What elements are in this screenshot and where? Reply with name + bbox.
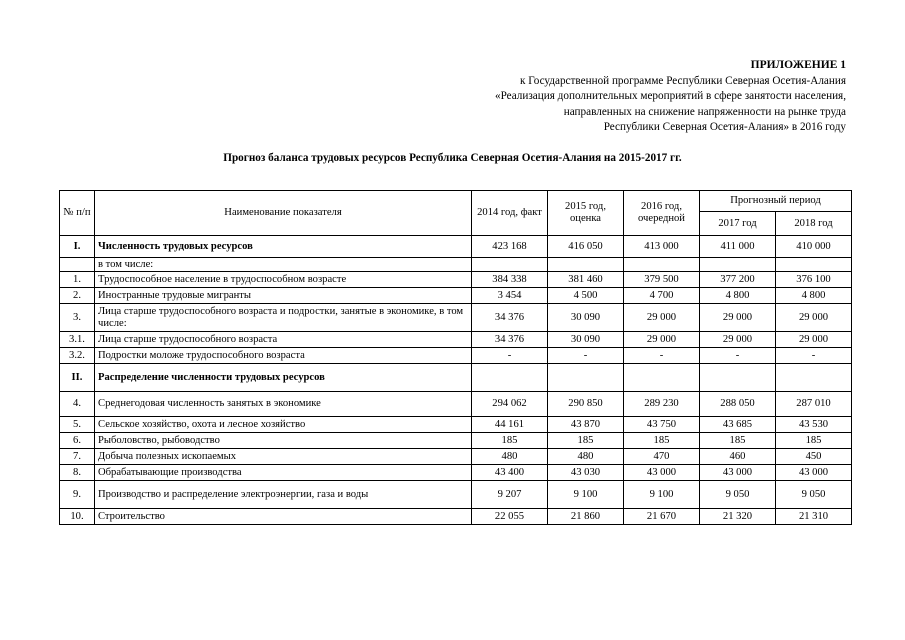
row-value: 43 750	[624, 417, 700, 433]
row-number: 3.1.	[60, 332, 95, 348]
row-number: 4.	[60, 392, 95, 417]
header-2014: 2014 год, факт	[472, 191, 548, 236]
table-row	[60, 288, 852, 304]
row-value: 413 000	[624, 236, 700, 258]
row-number: 1.	[60, 272, 95, 288]
table-row	[60, 332, 852, 348]
row-value: -	[548, 348, 624, 364]
row-value: 43 030	[548, 465, 624, 481]
row-indicator-name: Рыболовство, рыбоводство	[95, 433, 472, 449]
row-value: 43 530	[776, 417, 852, 433]
row-indicator-name: Среднегодовая численность занятых в экономике	[95, 392, 472, 417]
row-value: 185	[776, 433, 852, 449]
row-number: 9.	[60, 481, 95, 509]
row-value: 294 062	[472, 392, 548, 417]
appendix-line: Республики Северная Осетия-Алания» в 2016 году	[603, 121, 846, 133]
row-indicator-name: Сельское хозяйство, охота и лесное хозяйство	[95, 417, 472, 433]
row-value	[624, 364, 700, 392]
table-row	[60, 481, 852, 509]
row-indicator-name: Добыча полезных ископаемых	[95, 449, 472, 465]
row-value: 3 454	[472, 288, 548, 304]
row-number	[60, 258, 95, 272]
row-value: 185	[472, 433, 548, 449]
row-value: 185	[624, 433, 700, 449]
row-value: 185	[548, 433, 624, 449]
row-number: 7.	[60, 449, 95, 465]
row-value	[700, 258, 776, 272]
row-value: 480	[472, 449, 548, 465]
row-value: 287 010	[776, 392, 852, 417]
row-value: -	[472, 348, 548, 364]
labor-balance-table	[59, 190, 852, 525]
table-row	[60, 304, 852, 332]
row-value: 43 870	[548, 417, 624, 433]
table-row	[60, 465, 852, 481]
row-value: 29 000	[776, 332, 852, 348]
row-value: 43 000	[776, 465, 852, 481]
row-indicator-name: Иностранные трудовые мигранты	[95, 288, 472, 304]
row-value: 21 310	[776, 509, 852, 525]
table-row	[60, 272, 852, 288]
row-value	[776, 364, 852, 392]
row-number: 5.	[60, 417, 95, 433]
table-row	[60, 392, 852, 417]
appendix-line: к Государственной программе Республики Северная Осетия-Алания	[520, 74, 846, 87]
row-indicator-name: Лица старше трудоспособного возраста и подростки, занятые в экономике, в том числе:	[95, 304, 472, 332]
row-value: 410 000	[776, 236, 852, 258]
row-value: 4 500	[548, 288, 624, 304]
row-value: 9 100	[548, 481, 624, 509]
row-value	[700, 364, 776, 392]
row-indicator-name: Обрабатывающие производства	[95, 465, 472, 481]
row-number: 10.	[60, 509, 95, 525]
row-value: 21 320	[700, 509, 776, 525]
row-value: 4 800	[776, 288, 852, 304]
document-title: Прогноз баланса трудовых ресурсов Республика Северная Осетия-Алания на 2015-2017 гг.	[223, 152, 682, 164]
row-value: 381 460	[548, 272, 624, 288]
row-number: 3.2.	[60, 348, 95, 364]
table-row	[60, 236, 852, 258]
table-row	[60, 509, 852, 525]
row-value: 9 207	[472, 481, 548, 509]
row-value: -	[776, 348, 852, 364]
row-value	[548, 258, 624, 272]
row-value: 9 100	[624, 481, 700, 509]
row-value	[548, 364, 624, 392]
row-indicator-name: в том числе:	[95, 258, 472, 272]
row-value: 30 090	[548, 332, 624, 348]
table-row	[60, 348, 852, 364]
appendix-title: ПРИЛОЖЕНИЕ 1	[750, 59, 846, 71]
row-value: 30 090	[548, 304, 624, 332]
table-row	[60, 433, 852, 449]
row-value: 480	[548, 449, 624, 465]
row-value	[472, 364, 548, 392]
table-row	[60, 364, 852, 392]
row-value: 29 000	[624, 332, 700, 348]
row-value: 22 055	[472, 509, 548, 525]
row-indicator-name: Строительство	[95, 509, 472, 525]
header-2017: 2017 год	[700, 212, 776, 236]
row-indicator-name: Численность трудовых ресурсов	[95, 236, 472, 258]
row-value: 411 000	[700, 236, 776, 258]
row-value	[624, 258, 700, 272]
header-2015: 2015 год, оценка	[548, 191, 624, 236]
row-value: 379 500	[624, 272, 700, 288]
row-value: 29 000	[700, 332, 776, 348]
row-value: 34 376	[472, 332, 548, 348]
row-value: 288 050	[700, 392, 776, 417]
row-value: 4 800	[700, 288, 776, 304]
row-number: 2.	[60, 288, 95, 304]
header-name: Наименование показателя	[95, 191, 472, 236]
row-value: 289 230	[624, 392, 700, 417]
header-2018: 2018 год	[776, 212, 852, 236]
row-value: 29 000	[776, 304, 852, 332]
row-indicator-name: Распределение численности трудовых ресурсов	[95, 364, 472, 392]
row-indicator-name: Подростки моложе трудоспособного возраста	[95, 348, 472, 364]
header-forecast: Прогнозный период	[700, 191, 852, 212]
row-value: 470	[624, 449, 700, 465]
row-value	[472, 258, 548, 272]
row-value: 185	[700, 433, 776, 449]
row-value: -	[700, 348, 776, 364]
row-value: 43 400	[472, 465, 548, 481]
row-value: 376 100	[776, 272, 852, 288]
row-value: 416 050	[548, 236, 624, 258]
row-value: 384 338	[472, 272, 548, 288]
row-value: 21 860	[548, 509, 624, 525]
row-value	[776, 258, 852, 272]
row-indicator-name: Трудоспособное население в трудоспособном возрасте	[95, 272, 472, 288]
appendix-line: направленных на снижение напряженности на рынке труда	[563, 105, 846, 118]
row-value: 34 376	[472, 304, 548, 332]
row-value: 460	[700, 449, 776, 465]
row-indicator-name: Производство и распределение электроэнергии, газа и воды	[95, 481, 472, 509]
row-indicator-name: Лица старше трудоспособного возраста	[95, 332, 472, 348]
table-row	[60, 417, 852, 433]
row-value: 29 000	[700, 304, 776, 332]
header-num: № п/п	[60, 191, 95, 236]
row-number: II.	[60, 364, 95, 392]
appendix-header	[346, 58, 846, 136]
row-value: 423 168	[472, 236, 548, 258]
row-value: 21 670	[624, 509, 700, 525]
appendix-line: «Реализация дополнительных мероприятий в сфере занятости населения,	[494, 90, 846, 102]
row-value: 9 050	[776, 481, 852, 509]
row-number: 3.	[60, 304, 95, 332]
table-row	[60, 258, 852, 272]
row-value: 29 000	[624, 304, 700, 332]
row-value: 377 200	[700, 272, 776, 288]
row-value: 450	[776, 449, 852, 465]
row-value: 43 685	[700, 417, 776, 433]
row-value: 44 161	[472, 417, 548, 433]
row-value: 43 000	[700, 465, 776, 481]
table-row	[60, 449, 852, 465]
row-value: 290 850	[548, 392, 624, 417]
header-2016: 2016 год, очередной	[624, 191, 700, 236]
row-number: 6.	[60, 433, 95, 449]
row-value: 43 000	[624, 465, 700, 481]
row-value: 4 700	[624, 288, 700, 304]
row-value: -	[624, 348, 700, 364]
row-value: 9 050	[700, 481, 776, 509]
row-number: I.	[60, 236, 95, 258]
row-number: 8.	[60, 465, 95, 481]
